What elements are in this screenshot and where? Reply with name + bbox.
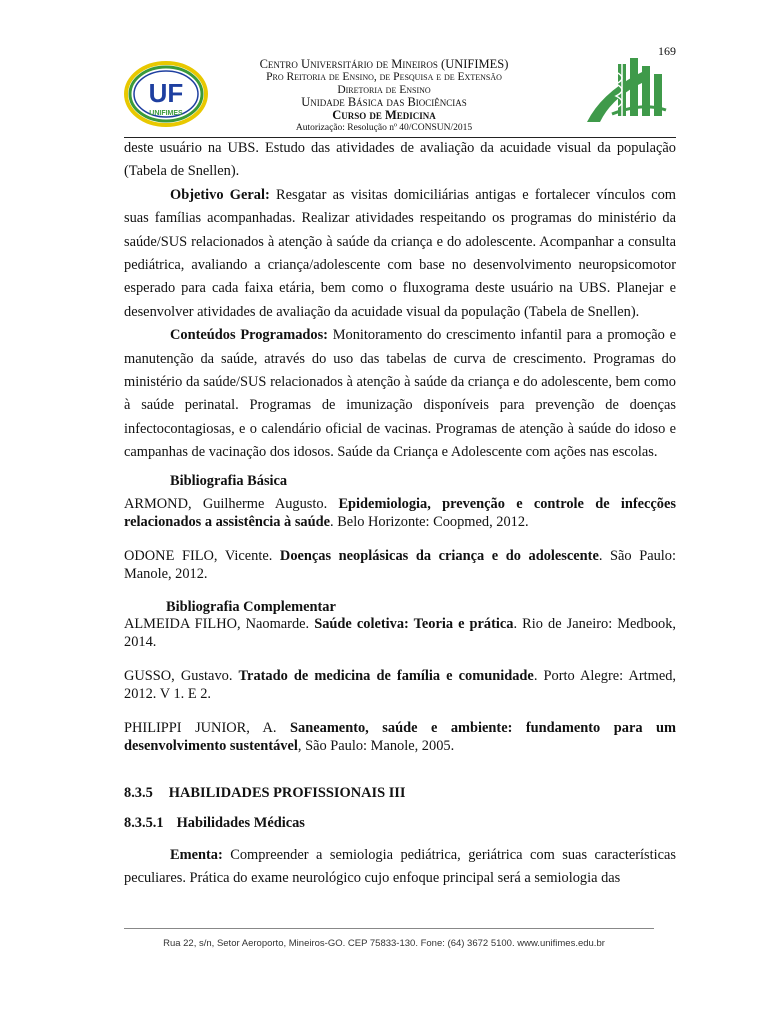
bibliografia-complementar-heading: Bibliografia Complementar xyxy=(166,598,336,615)
reference-item xyxy=(124,495,676,531)
reference-title: Epidemiologia, prevenção e controle de infecções relacionados a assistência à saúde xyxy=(124,495,676,530)
reference-publisher: . Rio de Janeiro: Medbook, 2014. xyxy=(124,615,676,650)
page-body xyxy=(124,137,676,891)
subsection-heading xyxy=(124,814,676,832)
reference-author: ARMOND, Guilherme Augusto. xyxy=(124,495,339,512)
header-line-3: Diretoria de Ensino xyxy=(337,83,431,96)
section-heading xyxy=(124,784,676,802)
reference-item xyxy=(124,667,676,703)
svg-text:UF: UF xyxy=(148,78,184,108)
reference-title: Saneamento, saúde e ambiente: fundamento para um desenvolvimento sustentável xyxy=(124,719,677,754)
footer-divider xyxy=(124,928,654,929)
conteudos-paragraph xyxy=(124,324,676,464)
reference-item xyxy=(124,547,676,583)
bibliografia-basica-heading: Bibliografia Básica xyxy=(170,472,288,489)
ementa-label: Ementa: xyxy=(170,846,223,863)
reference-title: Saúde coletiva: Teoria e prática xyxy=(314,615,514,632)
reference-publisher: , São Paulo: Manole, 2005. xyxy=(297,737,455,754)
reference-author: ALMEIDA FILHO, Naomarde. xyxy=(124,615,315,632)
course-name: Curso de Medicina xyxy=(332,108,436,123)
reference-publisher: . Porto Alegre: Artmed, 2012. V 1. E 2. xyxy=(124,667,676,702)
reference-publisher: . São Paulo: Manole, 2012. xyxy=(124,547,676,582)
institution-name: Centro Universitário de Mineiros (UNIFIMES) xyxy=(259,57,509,71)
reference-author: PHILIPPI JUNIOR, A. xyxy=(124,719,291,736)
reference-title: Tratado de medicina de família e comunidade xyxy=(238,667,534,684)
document-header xyxy=(0,58,768,135)
page-footer: Rua 22, s/n, Setor Aeroporto, Mineiros-GO. CEP 75833-130. Fone: (64) 3672 5100. www.unifimes.edu.br xyxy=(163,938,605,949)
page-number: 169 xyxy=(658,44,676,58)
reference-author: GUSSO, Gustavo. xyxy=(124,667,239,684)
svg-text:UNIFIMES: UNIFIMES xyxy=(149,110,183,117)
ementa-text: Compreender a semiologia pediátrica, geriátrica com suas características peculiares. Prática do exame neurológico cujo enfoque principal será a semiologia das xyxy=(124,846,676,887)
header-line-4: Unidade Básica das Biociências xyxy=(301,95,467,110)
authorization-line: Autorização: Resolução nº 40/CONSUN/2015 xyxy=(295,122,473,133)
subsection-title: Habilidades Médicas xyxy=(176,814,305,831)
reference-item xyxy=(124,719,676,755)
objetivo-paragraph xyxy=(124,184,676,324)
section-number: 8.3.5 xyxy=(124,784,153,801)
objetivo-label: Objetivo Geral: xyxy=(170,186,270,203)
reference-title: Doenças neoplásicas da criança e do adolescente xyxy=(279,547,599,564)
header-line-2: Pro Reitoria de Ensino, de Pesquisa e de Extensão xyxy=(266,70,502,83)
reference-author: ODONE FILO, Vicente. xyxy=(124,547,280,564)
conteudos-label: Conteúdos Programados: xyxy=(170,327,328,344)
conteudos-text: Monitoramento do crescimento infantil para a promoção e manutenção da saúde, através do uso das tabelas de curva de crescimento. Programas do ministério da saúde/SUS relacionados à atenção à saúde da criança e do adolescente, bem como à saúde perinatal. Programas de imunização disponíveis para prevenção de doenças infectocontagiosas, e o calendário oficial de vacinas. Programas de atenção à saúde do idoso e campanhas de vacinação dos idosos. Saúde da Criança e Adolescente com ações nas escolas. xyxy=(124,327,676,461)
ementa-paragraph xyxy=(124,844,676,891)
intro-paragraph: deste usuário na UBS. Estudo das atividades de avaliação da acuidade visual da população (Tabela de Snellen). xyxy=(124,140,676,180)
subsection-number: 8.3.5.1 xyxy=(124,814,164,831)
reference-publisher: . Belo Horizonte: Coopmed, 2012. xyxy=(330,513,529,530)
objetivo-text: Resgatar as visitas domiciliárias antigas e fortalecer vínculos com suas famílias acompanhadas. Realizar atividades respeitando os programas do ministério da saúde/SUS relacionados à atenção à saúde da criança e do adolescente. Acompanhar a consulta pediátrica, avaliando a criança/adolescente com base no desenvolvimento neuropsicomotor esperado para cada faixa etária, bem como o fluxograma deste usuário na UBS. Planejar e desenvolver atividades de avaliação da acuidade visual da população (Tabela de Snellen). xyxy=(124,186,677,320)
reference-item xyxy=(124,615,676,651)
section-title: HABILIDADES PROFISSIONAIS III xyxy=(168,784,406,801)
